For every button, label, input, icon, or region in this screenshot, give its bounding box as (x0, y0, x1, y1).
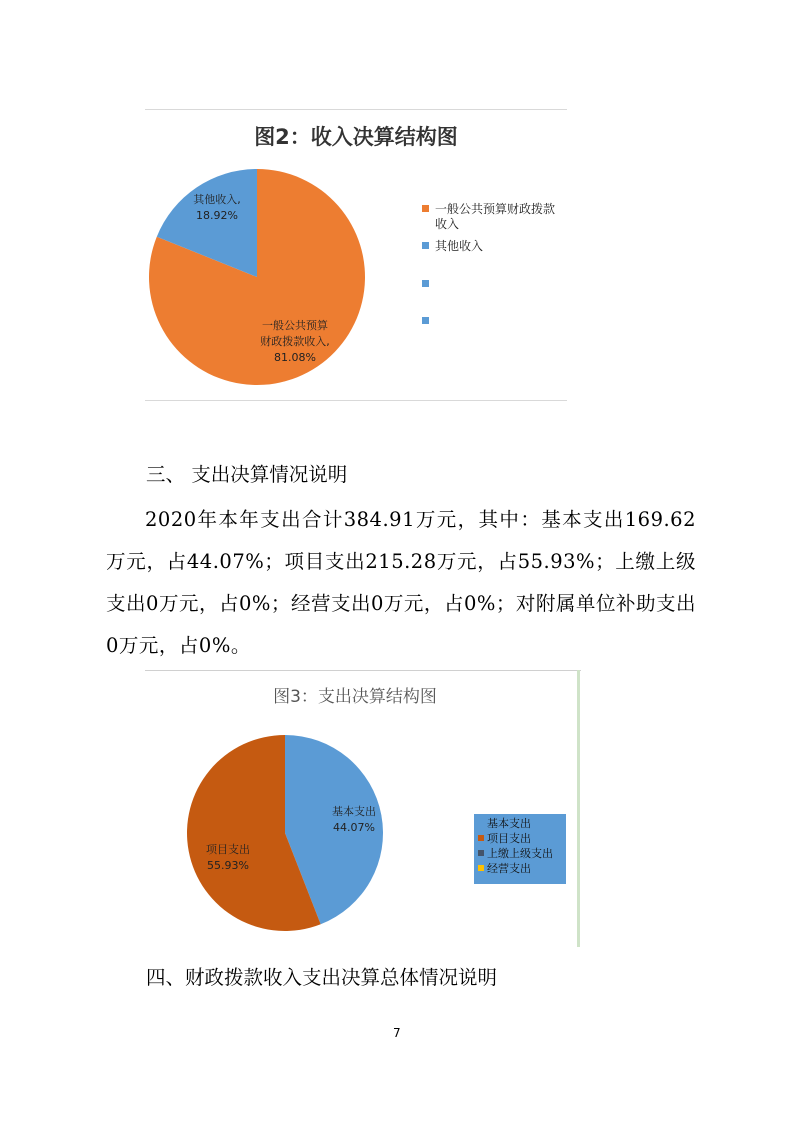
legend-swatch (422, 280, 429, 287)
income-structure-chart (145, 109, 567, 401)
legend-item-basic: 基本支出 (487, 817, 531, 830)
slice-label-other-1: 其他收入, (193, 193, 241, 206)
legend-swatch (478, 850, 484, 856)
slice-label-general-3: 81.08% (274, 351, 316, 364)
legend-label: 项目支出 (487, 832, 531, 845)
legend-label: 其他收入 (435, 239, 484, 253)
legend-item-empty-2 (422, 314, 435, 329)
slice-label-project-1: 项目支出 (206, 843, 250, 856)
slice-label-basic-2: 44.07% (333, 821, 375, 834)
expenditure-pie (145, 670, 475, 947)
chart-title: 图2：收入决算结构图 (254, 125, 458, 149)
legend-item-empty-1 (422, 277, 435, 292)
page-number: 7 (393, 1026, 401, 1040)
legend-item-business (478, 861, 566, 876)
income-pie (145, 109, 567, 401)
legend-item-project (478, 831, 566, 846)
section-3-paragraph: 2020年本年支出合计384.91万元，其中：基本支出169.62万元，占44.07%；项目支出215.28万元，占55.93%；上缴上级支出0万元，占0%；经营支出0万元，占0%；对附属单位补助支出0万元，占0%。 (106, 508, 696, 657)
legend-label: 一般公共预算财政拨款 (435, 202, 556, 216)
legend-label-line2: 收入 (435, 217, 460, 231)
chart-right-border (577, 670, 580, 947)
slice-label-basic-1: 基本支出 (332, 805, 376, 818)
section-3-heading: 三、 支出决算情况说明 (146, 463, 348, 486)
section-4-heading: 四、财政拨款收入支出决算总体情况说明 (146, 966, 498, 989)
legend-swatch (422, 317, 429, 324)
legend-swatch (478, 865, 484, 871)
slice-label-project-2: 55.93% (207, 859, 249, 872)
legend-item-other (422, 239, 483, 254)
chart-legend (474, 814, 566, 884)
slice-label-general-1: 一般公共预算 (262, 319, 328, 332)
legend-label: 经营支出 (487, 862, 531, 875)
slice-label-other-2: 18.92% (196, 209, 238, 222)
legend-swatch (422, 205, 429, 212)
expenditure-structure-chart (145, 670, 581, 947)
legend-item-upper (478, 846, 566, 861)
legend-swatch (478, 835, 484, 841)
legend-label: 上缴上级支出 (487, 847, 553, 860)
slice-label-general-2: 财政拨款收入, (260, 335, 330, 348)
legend-item-general (422, 202, 555, 232)
legend-swatch (422, 242, 429, 249)
chart-title: 图3：支出决算结构图 (273, 687, 437, 707)
